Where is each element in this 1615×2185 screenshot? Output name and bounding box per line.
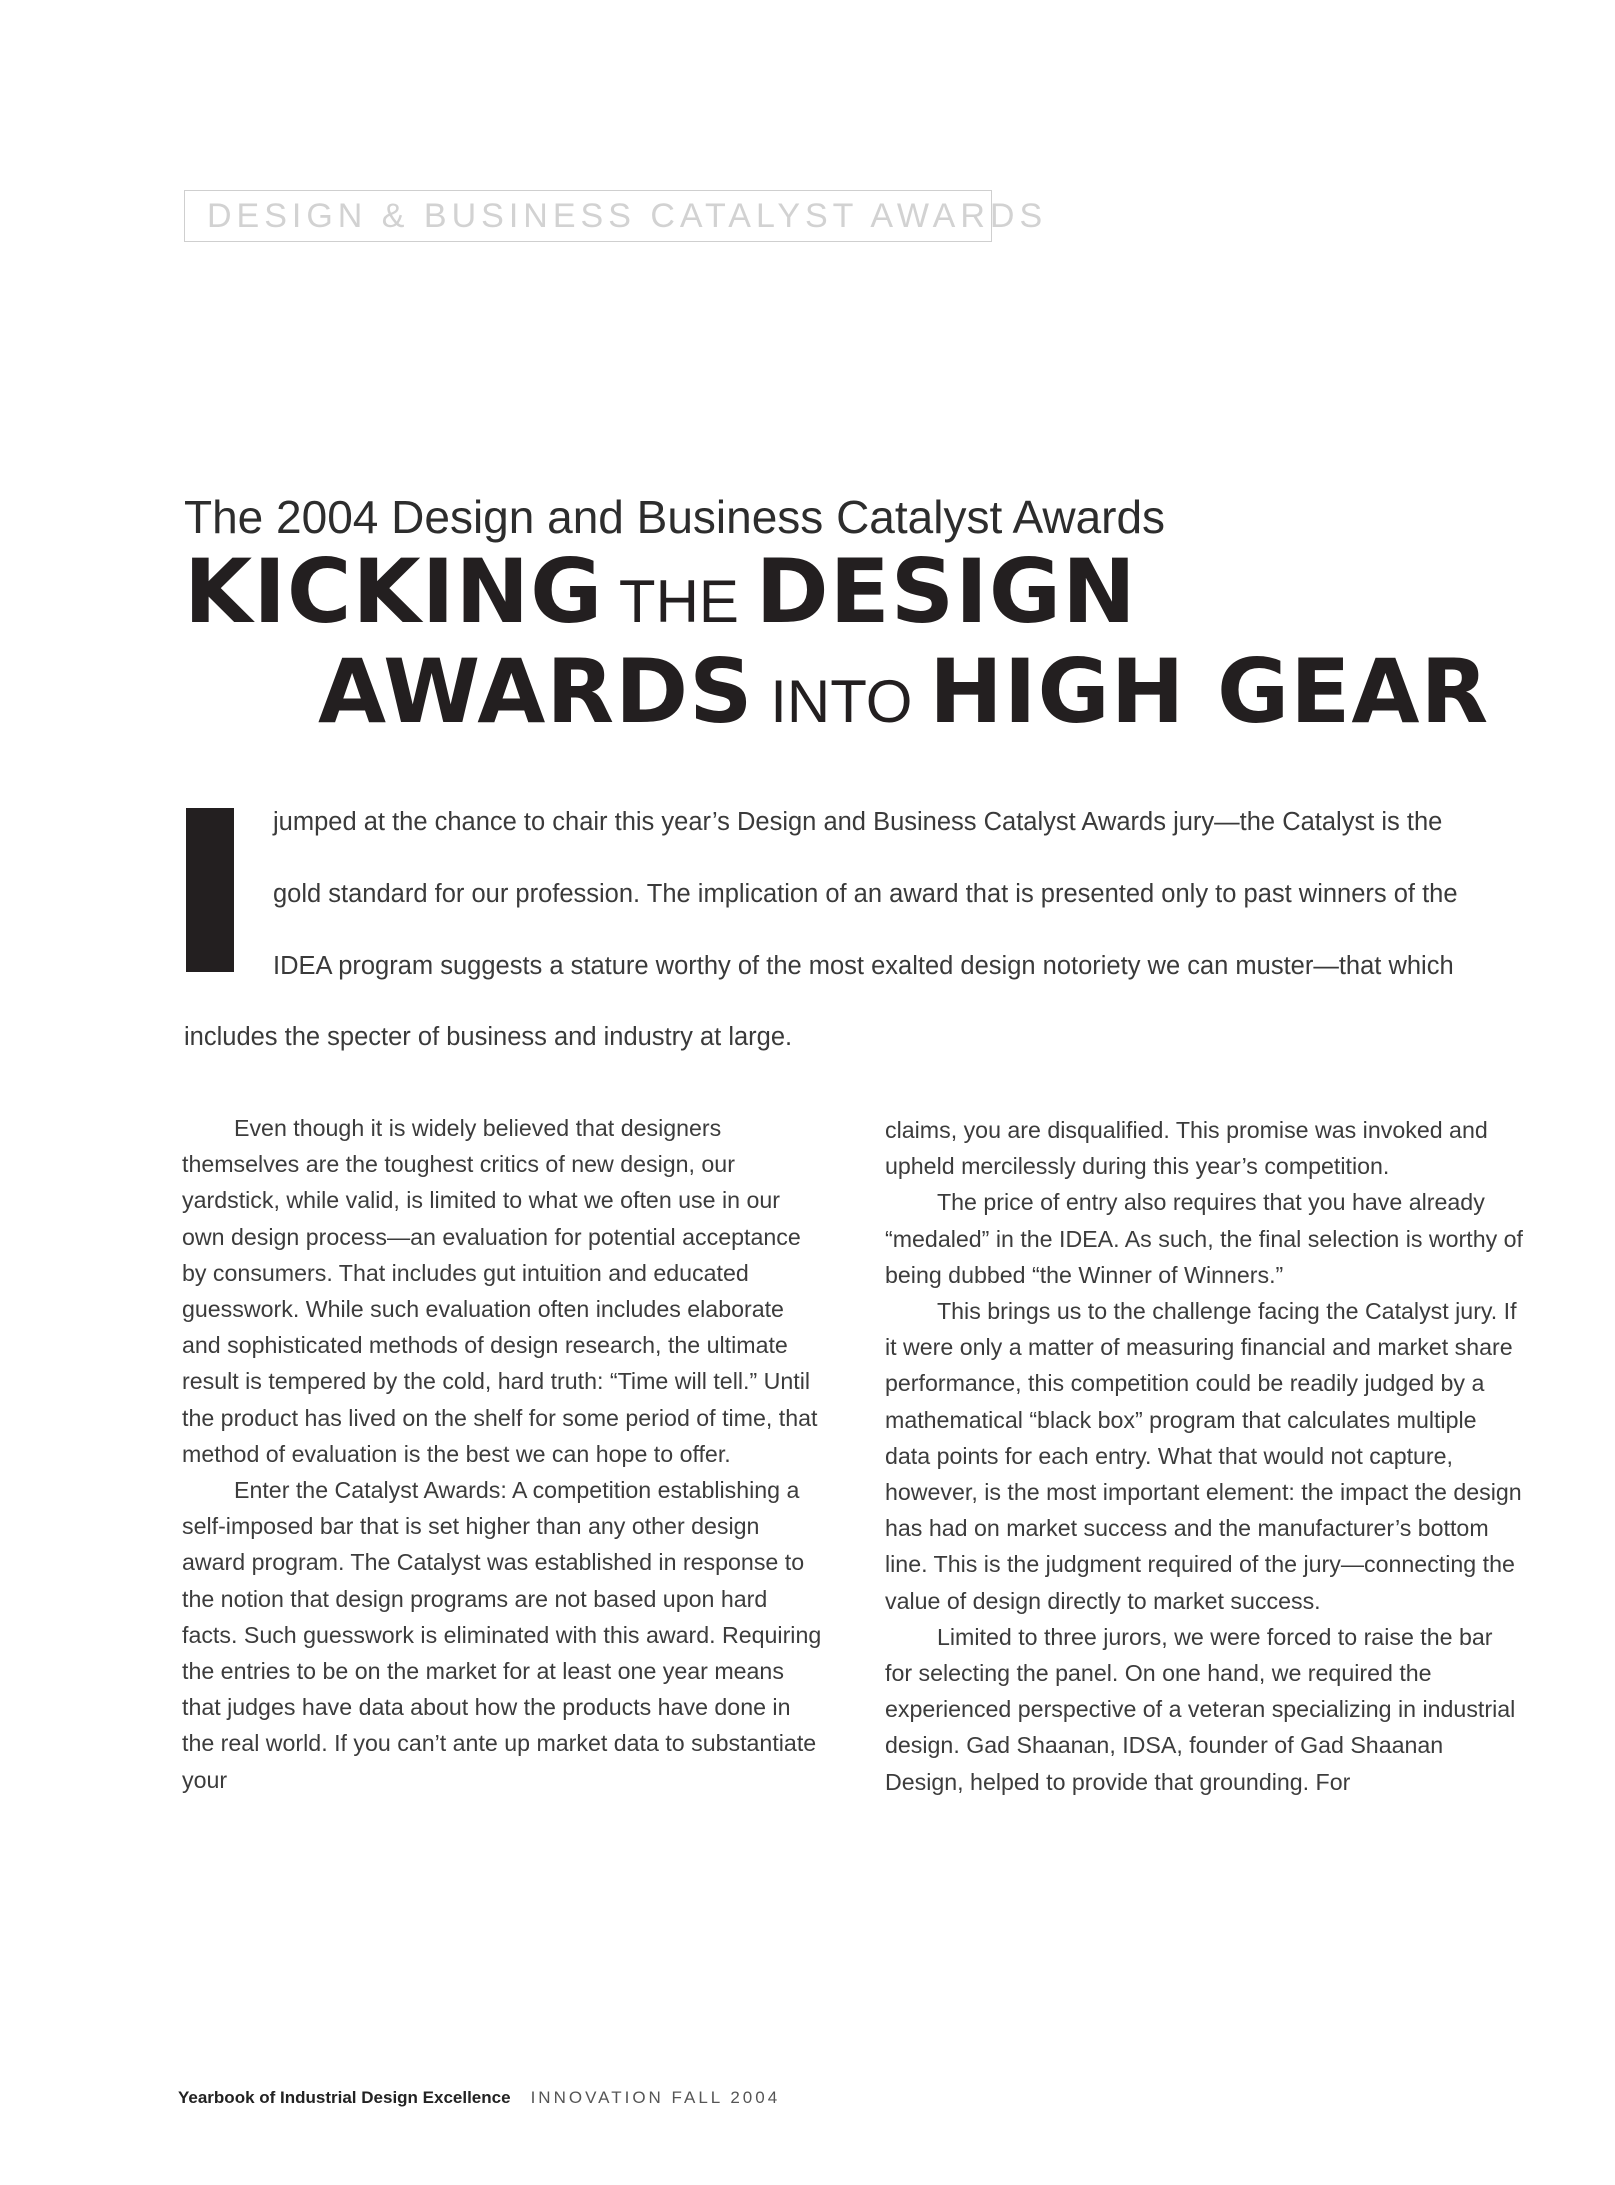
body-paragraph: Limited to three jurors, we were forced to raise the bar for selecting the panel. On one hand, we required the experienced perspective of a veteran specializing in industrial design. Gad Shaanan, IDSA, founder of Gad Shaanan Design, helped to provide that grounding. For xyxy=(885,1623,1516,1795)
right-column xyxy=(885,1112,1525,1800)
intro-line: gold standard for our profession. The implication of an award that is presented only to past winners of the xyxy=(273,880,1458,908)
body-paragraph: Enter the Catalyst Awards: A competition establishing a self-imposed bar that is set higher than any other design award program. The Catalyst was established in response to the notion that design programs are not based upon hard facts. Such guesswork is eliminated with this award. Requiring the entries to be on the market for at least one year means that judges have data about how the products have done in the real world. If you can’t ante up market data to substantiate your xyxy=(182,1477,822,1793)
body-paragraph: claims, you are disqualified. This promise was invoked and upheld mercilessly during this year’s competition. xyxy=(885,1117,1488,1180)
intro-line: jumped at the chance to chair this year’s Design and Business Catalyst Awards jury—the Catalyst is the xyxy=(273,808,1443,836)
page-footer xyxy=(178,2088,780,2108)
headline-word: AWARDS xyxy=(318,640,754,743)
headline-word: HIGH GEAR xyxy=(929,640,1490,743)
kicker: The 2004 Design and Business Catalyst Awards xyxy=(184,491,1166,543)
headline-word: INTO xyxy=(753,668,930,735)
headline-line-1 xyxy=(184,540,1137,643)
headline-word: KICKING xyxy=(184,540,604,643)
headline-word: DESIGN xyxy=(755,540,1137,643)
section-label: DESIGN & BUSINESS CATALYST AWARDS xyxy=(184,190,992,242)
headline-word: THE xyxy=(603,568,756,635)
intro-line: IDEA program suggests a stature worthy of the most exalted design notoriety we can muster—that which xyxy=(273,952,1454,980)
intro-line: includes the specter of business and industry at large. xyxy=(184,1023,793,1051)
footer-publication: Yearbook of Industrial Design Excellence xyxy=(178,2088,511,2107)
left-column xyxy=(182,1110,822,1798)
drop-cap: I xyxy=(186,808,234,972)
body-paragraph: The price of entry also requires that you have already “medaled” in the IDEA. As such, the final selection is worthy of being dubbed “the Winner of Winners.” xyxy=(885,1189,1523,1288)
footer-issue: INNOVATION FALL 2004 xyxy=(530,2088,781,2107)
headline-line-2 xyxy=(318,640,1490,743)
body-paragraph: Even though it is widely believed that designers themselves are the toughest critics of new design, our yardstick, while valid, is limited to what we often use in our own design process—an evaluation for potential acceptance by consumers. That includes gut intuition and educated guesswork. While such evaluation often includes elaborate and sophisticated methods of design research, the ultimate result is tempered by the cold, hard truth: “Time will tell.” Until the product has lived on the shelf for some period of time, that method of evaluation is the best we can hope to offer. xyxy=(182,1115,818,1467)
body-paragraph: This brings us to the challenge facing the Catalyst jury. If it were only a matter of measuring financial and market share performance, this competition could be readily judged by a mathematical “black box” program that calculates multiple data points for each entry. What that would not capture, however, is the most important element: the impact the design has had on market success and the manufacturer’s bottom line. This is the judgment required of the jury—connecting the value of design directly to market success. xyxy=(885,1298,1522,1614)
